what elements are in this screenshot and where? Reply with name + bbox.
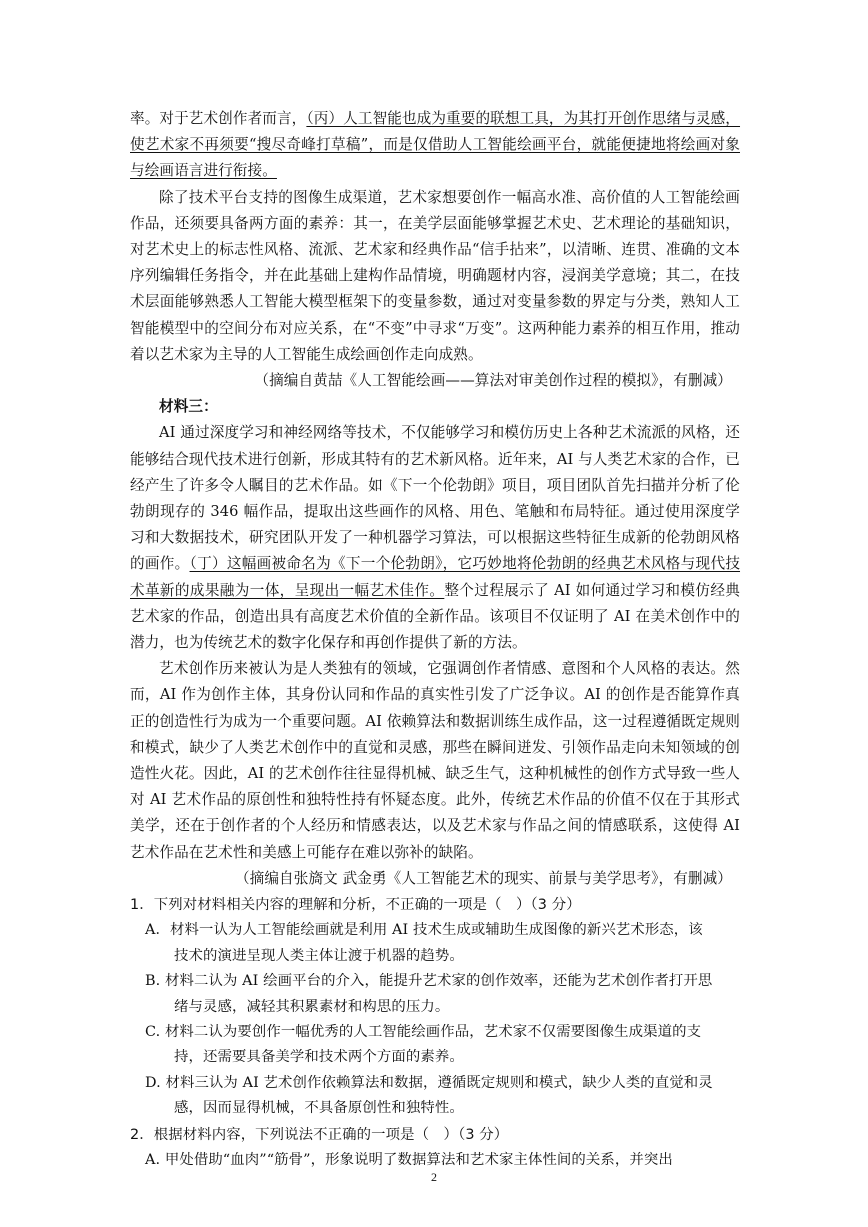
underlined-sentence-bing: （丙）人工智能也成为重要的联想工具，为其打开创作思绪与灵感，使艺术家不再须要“搜尽奇峰打草稿”，而是仅借助人工智能绘画平台，就能便捷地将绘画对象与绘画语言进行衔接。 xyxy=(130,110,741,180)
paragraph-1 xyxy=(130,106,740,185)
option-first-line: A．材料一认为人工智能绘画就是利用 AI 技术生成或辅助生成图像的新兴艺术形态，该 xyxy=(145,922,703,939)
option-continuation: 绪与灵感，减轻其积累素材和构思的压力。 xyxy=(174,998,450,1015)
question-1-option-a[interactable] xyxy=(145,918,740,969)
question-1-option-c[interactable] xyxy=(145,1020,740,1071)
question-1-option-d[interactable] xyxy=(145,1071,740,1122)
option-first-line: B. 材料二认为 AI 绘画平台的介入，能提升艺术家的创作效率，还能为艺术创作者打开思 xyxy=(145,973,713,990)
page-content xyxy=(130,106,740,1173)
paragraph-3-start: AI 通过深度学习和神经网络等技术，不仅能够学习和模仿历史上各种艺术流派的风格，还能够结合现代技术进行创新，形成其特有的艺术新风格。近年来，AI 与人类艺术家的合作，已经产生了许多令人瞩目的艺术作品。如《下一个伦勃朗》项目，项目团队首先扫描并分析了伦勃朗现存的 346 幅作品，提取出这些画作的风格、用色、笔触和布局特征。通过使用深度学习和大数据技术，研究团队开发了一种机器学习算法，可以根据这些特征生成新的伦勃朗风格的画作。 xyxy=(130,424,740,573)
paragraph-3-end: 整个过程展示了 AI 如何通过学习和模仿经典艺术家的作品，创造出具有高度艺术价值的全新作品。该项目不仅证明了 AI 在美术创作中的潜力，也为传统艺术的数字化保存和再创作提供了新的方法。 xyxy=(130,581,740,652)
option-continuation: 技术的演进呈现人类主体让渡于机器的趋势。 xyxy=(174,947,464,964)
paragraph-2: 除了技术平台支持的图像生成渠道，艺术家想要创作一幅高水准、高价值的人工智能绘画作品，还须要具备两方面的素养：其一，在美学层面能够掌握艺术史、艺术理论的基础知识，对艺术史上的标志性风格、流派、艺术家和经典作品“信手拈来”，以清晰、连贯、准确的文本序列编辑任务指令，并在此基础上建构作品情境，明确题材内容，浸润美学意境；其二，在技术层面能够熟悉人工智能大模型框架下的变量参数，通过对变量参数的界定与分类，熟知人工智能模型中的空间分布对应关系，在“不变”中寻求“万变”。这两种能力素养的相互作用，推动着以艺术家为主导的人工智能生成绘画创作走向成熟。 xyxy=(130,188,740,363)
source-citation-2: （摘编自黄喆《人工智能绘画——算法对审美创作过程的模拟》，有删减） xyxy=(254,372,732,390)
underlined-sentence-ding: （丁）这幅画被命名为《下一个伦勃朗》，它巧妙地将伦勃朗的经典艺术风格与现代技术革新的成果融为一体，呈现出一幅艺术佳作。 xyxy=(130,555,741,599)
material-3-heading: 材料三： xyxy=(159,398,218,416)
paragraph-3 xyxy=(130,420,740,656)
paragraph-4: 艺术创作历来被认为是人类独有的领域，它强调创作者情感、意图和个人风格的表达。然而，AI 作为创作主体，其身份认同和作品的真实性引发了广泛争议。AI 的创作是否能算作真正的创造性行为成为一个重要问题。AI 依赖算法和数据训练生成作品，这一过程遵循既定规则和模式，缺少了人类艺术创作中的直觉和灵感，那些在瞬间迸发、引领作品走向未知领域的创造性火花。因此，AI 的艺术创作往往显得机械、缺乏生气，这种机械性的创作方式导致一些人对 AI 艺术作品的原创性和独特性持有怀疑态度。此外，传统艺术作品的价值不仅在于其形式美学，还在于创作者的个人经历和情感表达，以及艺术家与作品之间的情感联系，这使得 AI 艺术作品在艺术性和美感上可能存在难以弥补的缺陷。 xyxy=(130,660,740,861)
option-first-line: D. 材料三认为 AI 艺术创作依赖算法和数据，遵循既定规则和模式，缺少人类的直觉和灵 xyxy=(145,1074,713,1091)
option-first-line: A. 甲处借助“血肉”“筋骨”，形象说明了数据算法和艺术家主体性间的关系，并突出 xyxy=(145,1151,673,1168)
question-2-stem: 2．根据材料内容，下列说法不正确的一项是（ ）（3 分） xyxy=(130,1126,509,1143)
question-1-option-b[interactable] xyxy=(145,969,740,1020)
source-citation-3: （摘编自张旖文 武金勇《人工智能艺术的现实、前景与美学思考》，有删减） xyxy=(234,869,732,887)
option-continuation: 感，因而显得机械，不具备原创性和独特性。 xyxy=(174,1100,464,1117)
question-1-stem: 1．下列对材料相关内容的理解和分析，不正确的一项是（ ）（3 分） xyxy=(130,897,581,914)
option-first-line: C. 材料二认为要创作一幅优秀的人工智能绘画作品，艺术家不仅需要图像生成渠道的支 xyxy=(145,1023,702,1040)
paragraph-1-start: 率。对于艺术创作者而言， xyxy=(130,110,307,127)
option-continuation: 持，还需要具备美学和技术两个方面的素养。 xyxy=(174,1049,464,1066)
page-number: 2 xyxy=(431,1170,437,1184)
